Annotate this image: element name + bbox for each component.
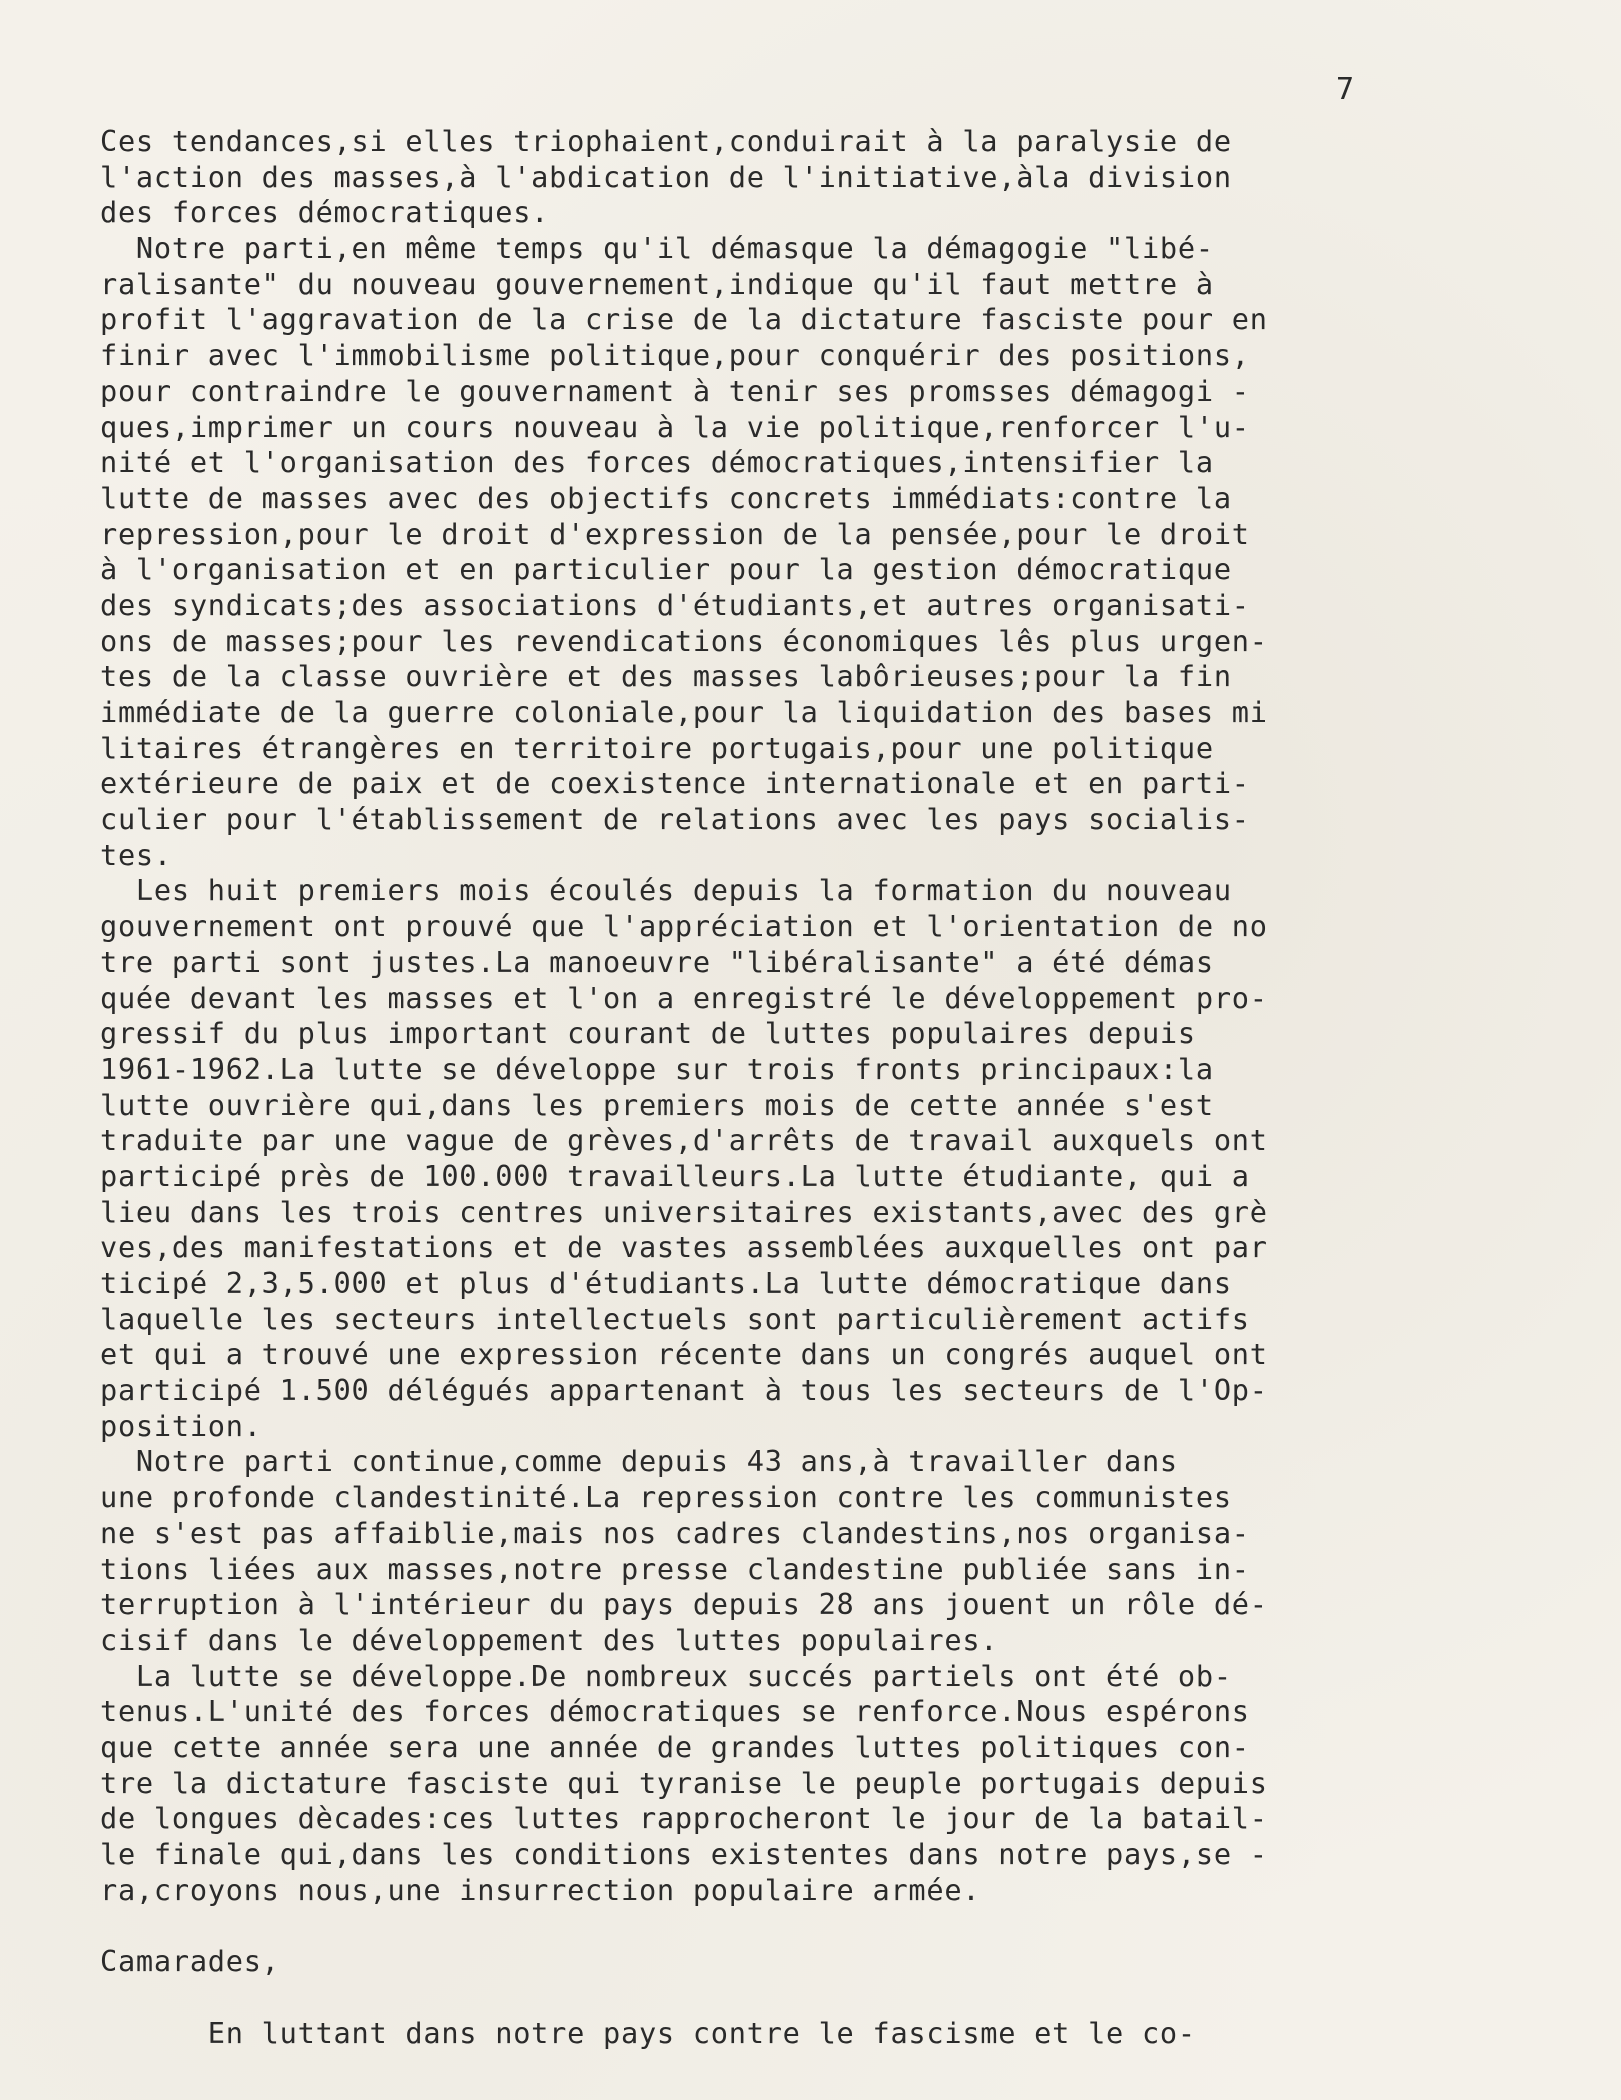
- text-line: ticipé 2,3,5.000 et plus d'étudiants.La lutte démocratique dans: [100, 1266, 1232, 1300]
- salutation: Camarades,: [100, 1944, 280, 1979]
- text-line: gouvernement ont prouvé que l'appréciation et l'orientation de no: [100, 909, 1268, 944]
- text-line: quée devant les masses et l'on a enregistré le développement pro-: [100, 980, 1268, 1015]
- text-line: tes.: [100, 837, 172, 872]
- text-line: pour contraindre le gouvernament à tenir ses promsses démagogi -: [100, 373, 1250, 408]
- text-line: immédiate de la guerre coloniale,pour la liquidation des bases mi: [100, 695, 1268, 729]
- text-line: tre la dictature fasciste qui tyranise le peuple portugais depuis: [100, 1765, 1268, 1800]
- text-line: ralisante" du nouveau gouvernement,indique qu'il faut mettre à: [100, 266, 1214, 301]
- text-line: tre parti sont justes.La manoeuvre "libéralisante" a été démas: [100, 944, 1214, 979]
- text-line: litaires étrangères en territoire portugais,pour une politique: [100, 730, 1214, 765]
- text-line: gressif du plus important courant de luttes populaires depuis: [100, 1016, 1196, 1051]
- text-line: traduite par une vague de grèves,d'arrêts de travail auxquels ont: [100, 1123, 1268, 1158]
- page-number: 7: [1336, 72, 1355, 107]
- text-line: de longues dècades:ces luttes rapprocheront le jour de la batail-: [100, 1801, 1268, 1836]
- paragraph-gap: [100, 1980, 1440, 2016]
- text-line: l'action des masses,à l'abdication de l'initiative,àla division: [100, 159, 1232, 194]
- text-line: terruption à l'intérieur du pays depuis 28 ans jouent un rôle dé-: [100, 1587, 1268, 1622]
- text-line: finir avec l'immobilisme politique,pour conquérir des positions,: [100, 338, 1250, 373]
- text-line: ra,croyons nous,une insurrection populaire armée.: [100, 1872, 981, 1907]
- text-line: ons de masses;pour les revendications économiques lês plus urgen-: [100, 623, 1268, 658]
- paragraph-gap: [100, 1908, 1440, 1944]
- text-line: position.: [100, 1408, 262, 1443]
- text-line: ves,des manifestations et de vastes assemblées auxquelles ont par: [100, 1230, 1268, 1265]
- text-line: une profonde clandestinité.La repression contre les communistes: [100, 1480, 1232, 1515]
- text-line: 1961-1962.La lutte se développe sur trois fronts principaux:la: [100, 1051, 1214, 1086]
- text-line: lutte de masses avec des objectifs concrets immédiats:contre la: [100, 480, 1232, 515]
- text-line: lieu dans les trois centres universitaires existants,avec des grè: [100, 1194, 1268, 1229]
- text-line: des forces démocratiques.: [100, 195, 550, 230]
- text-line: Les huit premiers mois écoulés depuis la formation du nouveau: [100, 873, 1232, 908]
- text-line: ne s'est pas affaiblie,mais nos cadres clandestins,nos organisa-: [100, 1515, 1250, 1550]
- body-text: [100, 124, 1440, 2052]
- text-line: participé 1.500 délégués appartenant à tous les secteurs de l'Op-: [100, 1373, 1268, 1408]
- text-line: à l'organisation et en particulier pour la gestion démocratique: [100, 552, 1232, 587]
- text-line: tenus.L'unité des forces démocratiques se renforce.Nous espérons: [100, 1694, 1250, 1729]
- text-line: La lutte se développe.De nombreux succés partiels ont été ob-: [100, 1658, 1232, 1693]
- text-line: tes de la classe ouvrière et des masses labôrieuses;pour la fin: [100, 659, 1232, 694]
- text-line: que cette année sera une année de grandes luttes politiques con-: [100, 1729, 1250, 1764]
- text-line: ques,imprimer un cours nouveau à la vie politique,renforcer l'u-: [100, 409, 1250, 444]
- text-line: extérieure de paix et de coexistence internationale et en parti-: [100, 766, 1250, 801]
- text-line: laquelle les secteurs intellectuels sont particulièrement actifs: [100, 1301, 1250, 1336]
- text-line: des syndicats;des associations d'étudiants,et autres organisati-: [100, 587, 1250, 622]
- text-line: lutte ouvrière qui,dans les premiers mois de cette année s'est: [100, 1087, 1214, 1122]
- text-line: participé près de 100.000 travailleurs.La lutte étudiante, qui a: [100, 1158, 1250, 1193]
- text-line: cisif dans le développement des luttes populaires.: [100, 1622, 999, 1657]
- text-line: profit l'aggravation de la crise de la dictature fasciste pour en: [100, 302, 1268, 337]
- text-line: Notre parti,en même temps qu'il démasque la démagogie "libé-: [100, 231, 1214, 266]
- closing-line: En luttant dans notre pays contre le fascisme et le co-: [100, 2016, 1196, 2051]
- text-line: le finale qui,dans les conditions existentes dans notre pays,se -: [100, 1837, 1268, 1871]
- text-line: nité et l'organisation des forces démocratiques,intensifier la: [100, 445, 1214, 480]
- text-line: et qui a trouvé une expression récente dans un congrés auquel ont: [100, 1337, 1268, 1372]
- text-line: Ces tendances,si elles triophaient,conduirait à la paralysie de: [100, 124, 1232, 158]
- text-line: Notre parti continue,comme depuis 43 ans,à travailler dans: [100, 1444, 1178, 1479]
- text-line: repression,pour le droit d'expression de la pensée,pour le droit: [100, 516, 1250, 551]
- text-line: tions liées aux masses,notre presse clandestine publiée sans in-: [100, 1551, 1250, 1586]
- text-line: culier pour l'établissement de relations avec les pays socialis-: [100, 802, 1250, 837]
